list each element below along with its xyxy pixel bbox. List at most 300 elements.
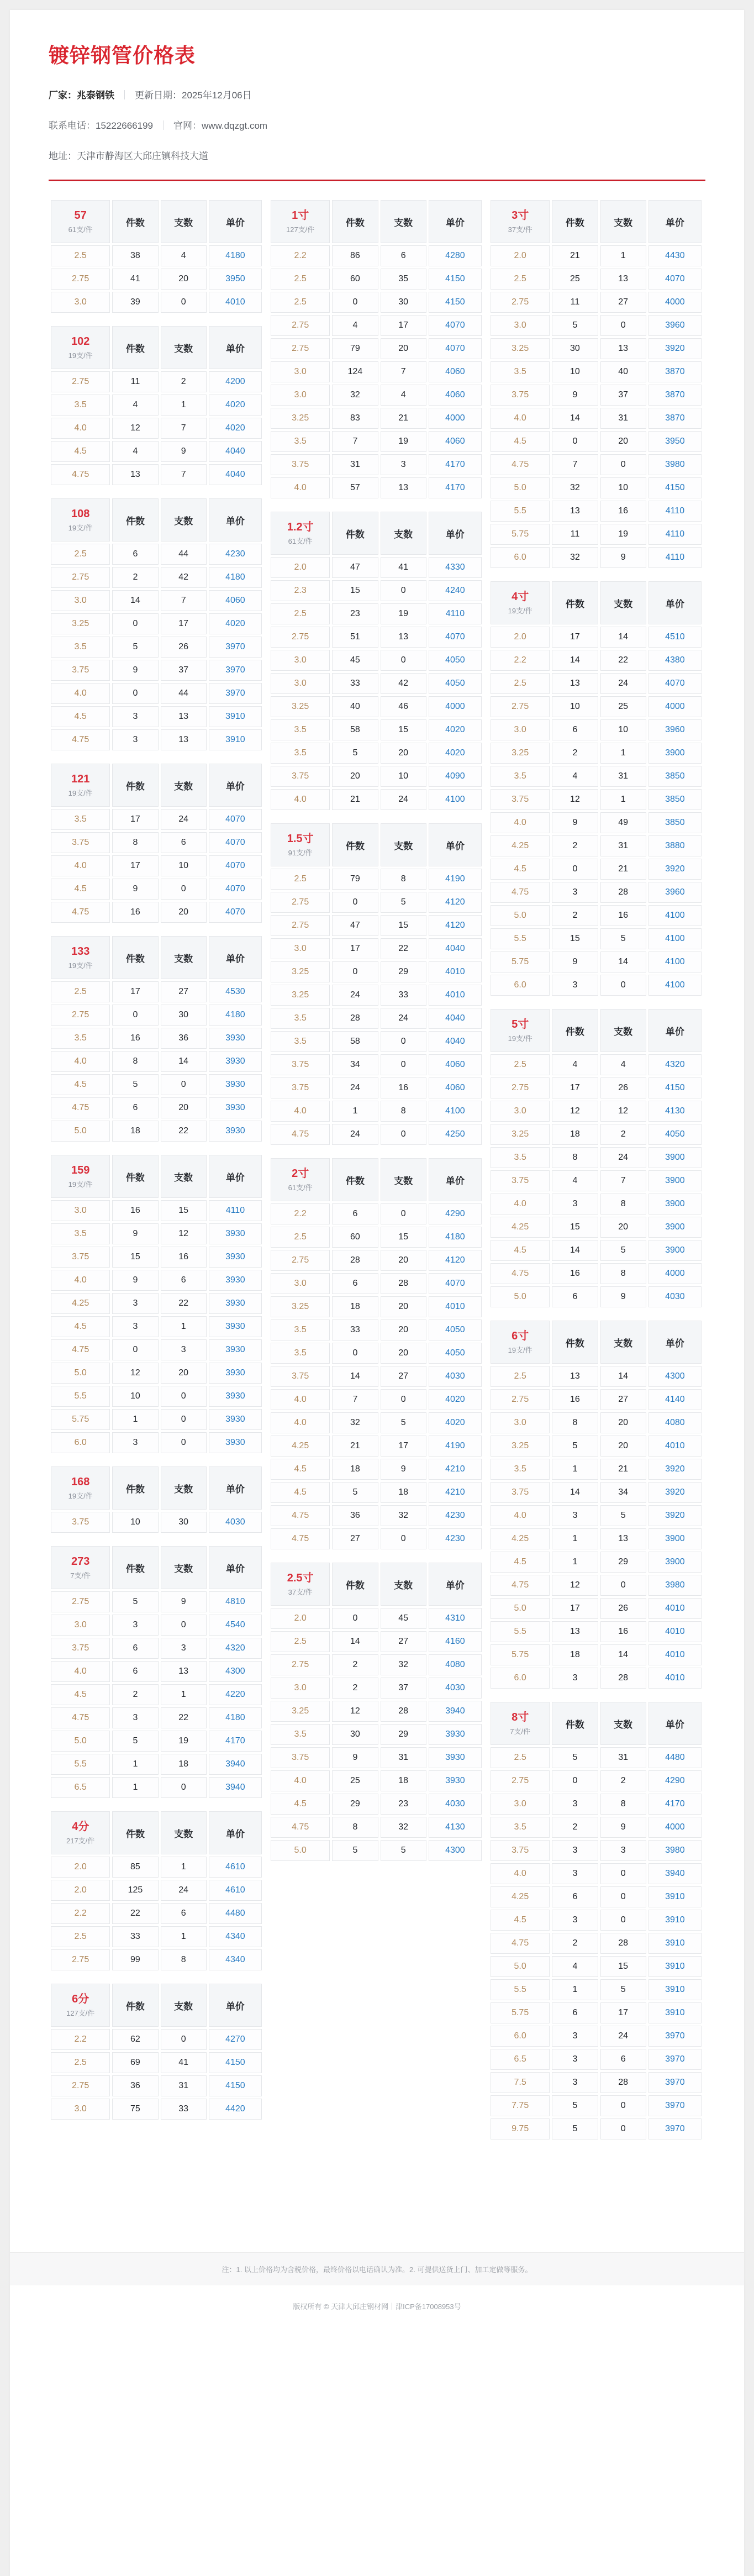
zhishu-cell: 19 bbox=[381, 431, 426, 452]
price-cell: 3930 bbox=[209, 1051, 262, 1072]
table-row bbox=[51, 418, 262, 439]
spec-cell: 2.5 bbox=[271, 292, 330, 313]
zhishu-cell: 29 bbox=[600, 1552, 646, 1573]
jianshu-cell: 0 bbox=[112, 613, 158, 634]
meta-line-vendor bbox=[49, 87, 705, 101]
table-row bbox=[491, 245, 702, 266]
spec-cell: 3.75 bbox=[491, 385, 550, 406]
jianshu-cell: 3 bbox=[112, 1293, 158, 1314]
zhishu-cell: 3 bbox=[161, 1339, 207, 1360]
zhishu-cell: 0 bbox=[161, 879, 207, 900]
jianshu-cell: 12 bbox=[552, 1575, 598, 1596]
table-row bbox=[491, 1366, 702, 1387]
zhishu-cell: 8 bbox=[381, 869, 426, 890]
spec-cell: 2.5 bbox=[491, 1366, 550, 1387]
jianshu-cell: 5 bbox=[332, 743, 378, 764]
price-cell: 4040 bbox=[429, 938, 482, 959]
col-header-zhishu: 支数 bbox=[381, 512, 426, 555]
spec-cell: 4.0 bbox=[51, 1270, 110, 1291]
zhishu-cell: 12 bbox=[161, 1223, 207, 1244]
spec-cell: 4.75 bbox=[51, 1097, 110, 1118]
table-row bbox=[491, 269, 702, 290]
jianshu-cell: 10 bbox=[552, 361, 598, 382]
spec-name: 133 bbox=[71, 945, 90, 958]
spec-name: 1寸 bbox=[292, 209, 309, 222]
jianshu-cell: 14 bbox=[552, 650, 598, 671]
zhishu-cell: 4 bbox=[381, 385, 426, 406]
jianshu-cell: 28 bbox=[332, 1008, 378, 1029]
table-row bbox=[51, 613, 262, 634]
zhishu-cell: 0 bbox=[381, 1054, 426, 1075]
spec-cell: 3.0 bbox=[271, 385, 330, 406]
price-table bbox=[488, 1007, 704, 1310]
jianshu-cell: 9 bbox=[552, 951, 598, 972]
table-row bbox=[271, 961, 482, 982]
table-header-row bbox=[51, 1984, 262, 2027]
zhishu-cell: 3 bbox=[161, 1638, 207, 1659]
table-row bbox=[51, 879, 262, 900]
spec-name: 273 bbox=[71, 1555, 90, 1568]
spec-per-bundle: 37支/件 bbox=[288, 1588, 313, 1596]
table-row bbox=[491, 859, 702, 880]
price-cell: 4610 bbox=[209, 1880, 262, 1901]
jianshu-cell: 0 bbox=[112, 1339, 158, 1360]
jianshu-cell: 6 bbox=[112, 1097, 158, 1118]
spec-cell: 4.0 bbox=[51, 1051, 110, 1072]
col-header-zhishu: 支数 bbox=[600, 1009, 646, 1052]
price-cell: 4210 bbox=[429, 1459, 482, 1480]
spec-cell: 3.0 bbox=[51, 292, 110, 313]
spec-cell: 3.5 bbox=[271, 1319, 330, 1340]
table-row bbox=[491, 524, 702, 545]
price-cell: 4070 bbox=[648, 269, 702, 290]
jianshu-cell: 4 bbox=[552, 1054, 598, 1075]
spec-cell: 6.0 bbox=[491, 1668, 550, 1689]
zhishu-cell: 14 bbox=[600, 951, 646, 972]
price-cell: 4030 bbox=[429, 1678, 482, 1699]
zhishu-cell: 0 bbox=[161, 2029, 207, 2050]
spec-cell: 5.0 bbox=[491, 1286, 550, 1307]
zhishu-cell: 26 bbox=[161, 637, 207, 658]
table-row bbox=[51, 245, 262, 266]
spec-cell: 3.75 bbox=[271, 1747, 330, 1768]
price-cell: 4010 bbox=[429, 961, 482, 982]
spec-per-bundle: 19支/件 bbox=[68, 524, 93, 532]
jianshu-cell: 12 bbox=[332, 1701, 378, 1722]
spec-cell: 3.5 bbox=[491, 361, 550, 382]
table-row bbox=[271, 1343, 482, 1364]
price-cell: 4010 bbox=[648, 1436, 702, 1457]
table-row bbox=[271, 1678, 482, 1699]
spec-cell: 3.0 bbox=[491, 315, 550, 336]
jianshu-cell: 5 bbox=[112, 1731, 158, 1752]
jianshu-cell: 7 bbox=[332, 431, 378, 452]
jianshu-cell: 9 bbox=[112, 1270, 158, 1291]
spec-cell: 2.5 bbox=[271, 269, 330, 290]
table-row bbox=[271, 743, 482, 764]
col-header-jianshu: 件数 bbox=[332, 200, 378, 243]
zhishu-cell: 0 bbox=[381, 1031, 426, 1052]
jianshu-cell: 45 bbox=[332, 650, 378, 671]
price-cell: 3970 bbox=[648, 2049, 702, 2070]
spec-cell: 2.75 bbox=[51, 1005, 110, 1026]
table-row bbox=[51, 809, 262, 830]
zhishu-cell: 14 bbox=[600, 1644, 646, 1665]
zhishu-cell: 0 bbox=[600, 2118, 646, 2139]
zhishu-cell: 0 bbox=[600, 1886, 646, 1907]
price-cell: 4100 bbox=[648, 928, 702, 949]
table-header-row bbox=[271, 1158, 482, 1201]
col-header-jianshu: 件数 bbox=[112, 936, 158, 979]
spec-per-bundle: 7支/件 bbox=[510, 1727, 531, 1736]
table-row bbox=[51, 1074, 262, 1095]
table-row bbox=[271, 1227, 482, 1248]
table-row bbox=[51, 292, 262, 313]
table-row bbox=[491, 1286, 702, 1307]
price-cell: 4480 bbox=[648, 1747, 702, 1768]
spec-cell: 2.5 bbox=[51, 544, 110, 565]
spec-cell: 4.0 bbox=[491, 812, 550, 833]
zhishu-cell: 13 bbox=[600, 338, 646, 359]
price-cell: 4170 bbox=[429, 477, 482, 498]
spec-cell: 4.25 bbox=[491, 1886, 550, 1907]
zhishu-cell: 20 bbox=[381, 1343, 426, 1364]
spec-cell: 3.25 bbox=[491, 1436, 550, 1457]
table-row bbox=[491, 1505, 702, 1526]
price-cell: 3930 bbox=[209, 1121, 262, 1142]
zhishu-cell: 24 bbox=[600, 1147, 646, 1168]
col-header-danjia: 单价 bbox=[648, 1702, 702, 1745]
price-cell: 4030 bbox=[429, 1366, 482, 1387]
price-cell: 3920 bbox=[648, 1505, 702, 1526]
footnote: 注：1. 以上价格均为含税价格，最终价格以电话确认为准。2. 可提供送货上门、加工定做等服务。 bbox=[10, 2252, 744, 2285]
spec-cell: 5.75 bbox=[491, 2002, 550, 2023]
zhishu-cell: 27 bbox=[600, 1389, 646, 1410]
price-cell: 4330 bbox=[429, 557, 482, 578]
spec-cell: 3.75 bbox=[271, 1077, 330, 1098]
table-row bbox=[491, 477, 702, 498]
spec-per-bundle: 19支/件 bbox=[508, 1034, 532, 1043]
table-header-row bbox=[51, 200, 262, 243]
spec-header-cell bbox=[51, 200, 110, 243]
zhishu-cell: 7 bbox=[600, 1170, 646, 1191]
spec-cell: 2.5 bbox=[271, 603, 330, 624]
table-row bbox=[51, 2029, 262, 2050]
price-cell: 3980 bbox=[648, 454, 702, 475]
zhishu-cell: 1 bbox=[161, 1926, 207, 1947]
spec-cell: 2.75 bbox=[51, 1591, 110, 1612]
col-header-zhishu: 支数 bbox=[381, 1158, 426, 1201]
zhishu-cell: 0 bbox=[161, 1615, 207, 1636]
spec-cell: 4.25 bbox=[51, 1293, 110, 1314]
price-cell: 3940 bbox=[429, 1701, 482, 1722]
spec-cell: 4.0 bbox=[271, 1770, 330, 1791]
price-cell: 3930 bbox=[209, 1432, 262, 1453]
table-row bbox=[51, 1731, 262, 1752]
price-cell: 3930 bbox=[429, 1747, 482, 1768]
zhishu-cell: 31 bbox=[381, 1747, 426, 1768]
zhishu-cell: 30 bbox=[161, 1005, 207, 1026]
table-row bbox=[271, 1770, 482, 1791]
price-cell: 4060 bbox=[429, 385, 482, 406]
col-header-danjia: 单价 bbox=[209, 200, 262, 243]
table-row bbox=[51, 1707, 262, 1728]
spec-name: 57 bbox=[74, 209, 87, 222]
table-row bbox=[491, 1194, 702, 1215]
jianshu-cell: 1 bbox=[112, 1754, 158, 1775]
price-table bbox=[49, 1544, 264, 1800]
zhishu-cell: 24 bbox=[381, 789, 426, 810]
spec-cell: 3.25 bbox=[271, 408, 330, 429]
table-row bbox=[271, 1654, 482, 1675]
price-cell: 4420 bbox=[209, 2099, 262, 2120]
spec-cell: 2.5 bbox=[51, 981, 110, 1002]
zhishu-cell: 20 bbox=[381, 338, 426, 359]
price-cell: 3960 bbox=[648, 719, 702, 740]
price-cell: 4010 bbox=[648, 1598, 702, 1619]
spec-cell: 2.75 bbox=[271, 1250, 330, 1271]
zhishu-cell: 27 bbox=[381, 1366, 426, 1387]
jianshu-cell: 3 bbox=[552, 1910, 598, 1931]
jianshu-cell: 9 bbox=[332, 1747, 378, 1768]
price-cell: 4380 bbox=[648, 650, 702, 671]
jianshu-cell: 16 bbox=[552, 1389, 598, 1410]
table-row bbox=[491, 1217, 702, 1238]
zhishu-cell: 6 bbox=[161, 1903, 207, 1924]
spec-cell: 3.5 bbox=[271, 1031, 330, 1052]
zhishu-cell: 15 bbox=[381, 719, 426, 740]
spec-cell: 5.5 bbox=[491, 928, 550, 949]
spec-cell: 2.0 bbox=[271, 557, 330, 578]
table-row bbox=[51, 464, 262, 485]
price-cell: 3970 bbox=[209, 637, 262, 658]
price-cell: 4000 bbox=[429, 408, 482, 429]
table-row bbox=[491, 1910, 702, 1931]
table-row bbox=[271, 1031, 482, 1052]
zhishu-cell: 20 bbox=[600, 431, 646, 452]
spec-name: 102 bbox=[71, 335, 90, 348]
price-cell: 3850 bbox=[648, 766, 702, 787]
price-cell: 4180 bbox=[209, 1005, 262, 1026]
price-cell: 4060 bbox=[429, 431, 482, 452]
table-row bbox=[491, 1621, 702, 1642]
content bbox=[10, 10, 744, 2142]
table-row bbox=[271, 1319, 482, 1340]
jianshu-cell: 27 bbox=[332, 1528, 378, 1549]
zhishu-cell: 13 bbox=[381, 477, 426, 498]
table-row bbox=[51, 441, 262, 462]
jianshu-cell: 29 bbox=[332, 1794, 378, 1815]
jianshu-cell: 10 bbox=[112, 1386, 158, 1407]
price-cell: 4320 bbox=[209, 1638, 262, 1659]
spec-header-cell bbox=[491, 1009, 550, 1052]
jianshu-cell: 14 bbox=[552, 1482, 598, 1503]
zhishu-cell: 22 bbox=[161, 1707, 207, 1728]
zhishu-cell: 13 bbox=[161, 1661, 207, 1682]
price-cell: 4320 bbox=[648, 1054, 702, 1075]
spec-cell: 3.5 bbox=[491, 1459, 550, 1480]
zhishu-cell: 20 bbox=[381, 743, 426, 764]
zhishu-cell: 2 bbox=[600, 1770, 646, 1791]
jianshu-cell: 16 bbox=[112, 902, 158, 923]
jianshu-cell: 38 bbox=[112, 245, 158, 266]
spec-cell: 3.5 bbox=[51, 395, 110, 416]
zhishu-cell: 29 bbox=[381, 961, 426, 982]
jianshu-cell: 8 bbox=[552, 1412, 598, 1433]
jianshu-cell: 32 bbox=[552, 477, 598, 498]
jianshu-cell: 32 bbox=[332, 1412, 378, 1433]
price-cell: 4340 bbox=[209, 1949, 262, 1970]
zhishu-cell: 13 bbox=[600, 1528, 646, 1549]
price-cell: 3960 bbox=[648, 882, 702, 903]
jianshu-cell: 3 bbox=[552, 975, 598, 996]
spec-header-cell bbox=[491, 200, 550, 243]
zhishu-cell: 13 bbox=[161, 706, 207, 727]
zhishu-cell: 8 bbox=[600, 1263, 646, 1284]
jianshu-cell: 4 bbox=[332, 315, 378, 336]
col-header-jianshu: 件数 bbox=[112, 200, 158, 243]
table-row bbox=[271, 1250, 482, 1271]
col-header-jianshu: 件数 bbox=[112, 1546, 158, 1589]
table-header-row bbox=[51, 764, 262, 807]
table-row bbox=[51, 683, 262, 704]
table-row bbox=[51, 1926, 262, 1947]
zhishu-cell: 15 bbox=[381, 915, 426, 936]
table-row bbox=[51, 1615, 262, 1636]
jianshu-cell: 2 bbox=[552, 743, 598, 764]
price-cell: 4070 bbox=[209, 832, 262, 853]
zhishu-cell: 7 bbox=[161, 590, 207, 611]
jianshu-cell: 17 bbox=[332, 938, 378, 959]
price-cell: 4200 bbox=[209, 371, 262, 392]
spec-cell: 4.0 bbox=[491, 1863, 550, 1884]
zhishu-cell: 31 bbox=[600, 766, 646, 787]
zhishu-cell: 21 bbox=[381, 408, 426, 429]
price-sheet-card bbox=[10, 10, 744, 2576]
price-cell: 3930 bbox=[209, 1097, 262, 1118]
price-cell: 4180 bbox=[209, 1707, 262, 1728]
table-row bbox=[491, 673, 702, 694]
zhishu-cell: 16 bbox=[600, 501, 646, 522]
price-cell: 4060 bbox=[429, 1077, 482, 1098]
zhishu-cell: 49 bbox=[600, 812, 646, 833]
zhishu-cell: 10 bbox=[381, 766, 426, 787]
spec-header-cell bbox=[51, 936, 110, 979]
price-cell: 4180 bbox=[429, 1227, 482, 1248]
jianshu-cell: 0 bbox=[552, 431, 598, 452]
table-row bbox=[491, 2072, 702, 2093]
spec-cell: 4.5 bbox=[51, 1684, 110, 1705]
col-header-danjia: 单价 bbox=[209, 764, 262, 807]
price-cell: 4020 bbox=[209, 395, 262, 416]
zhishu-cell: 12 bbox=[600, 1101, 646, 1122]
spec-cell: 4.5 bbox=[491, 859, 550, 880]
spec-cell: 3.75 bbox=[51, 1247, 110, 1268]
zhishu-cell: 14 bbox=[600, 1366, 646, 1387]
col-header-jianshu: 件数 bbox=[112, 764, 158, 807]
jianshu-cell: 3 bbox=[552, 1863, 598, 1884]
table-row bbox=[271, 580, 482, 601]
zhishu-cell: 28 bbox=[600, 2072, 646, 2093]
spec-header-cell bbox=[271, 1158, 330, 1201]
spec-cell: 4.75 bbox=[491, 1933, 550, 1954]
spec-cell: 2.0 bbox=[51, 1857, 110, 1878]
price-cell: 3940 bbox=[209, 1777, 262, 1798]
spec-cell: 2.2 bbox=[51, 2029, 110, 2050]
table-row bbox=[271, 1482, 482, 1503]
table-row bbox=[271, 292, 482, 313]
price-cell: 4070 bbox=[429, 1273, 482, 1294]
col-header-zhishu: 支数 bbox=[161, 200, 207, 243]
price-cell: 4150 bbox=[429, 292, 482, 313]
price-cell: 4110 bbox=[648, 501, 702, 522]
price-cell: 4060 bbox=[429, 361, 482, 382]
col-header-danjia: 单价 bbox=[648, 1009, 702, 1052]
spec-per-bundle: 91支/件 bbox=[288, 849, 313, 857]
jianshu-cell: 3 bbox=[552, 1794, 598, 1815]
table-row bbox=[491, 882, 702, 903]
spec-name: 4分 bbox=[72, 1821, 89, 1833]
zhishu-cell: 44 bbox=[161, 683, 207, 704]
table-header-row bbox=[271, 823, 482, 866]
jianshu-cell: 3 bbox=[552, 2026, 598, 2047]
spec-cell: 6.0 bbox=[491, 975, 550, 996]
price-cell: 4280 bbox=[429, 245, 482, 266]
col-header-zhishu: 支数 bbox=[600, 1321, 646, 1364]
zhishu-cell: 16 bbox=[600, 1621, 646, 1642]
jianshu-cell: 0 bbox=[332, 1343, 378, 1364]
spec-cell: 5.5 bbox=[491, 501, 550, 522]
spec-per-bundle: 19支/件 bbox=[68, 961, 93, 970]
spec-per-bundle: 61支/件 bbox=[288, 537, 313, 545]
zhishu-cell: 1 bbox=[161, 1857, 207, 1878]
table-row bbox=[491, 1263, 702, 1284]
jianshu-cell: 18 bbox=[332, 1459, 378, 1480]
jianshu-cell: 32 bbox=[552, 547, 598, 568]
spec-per-bundle: 19支/件 bbox=[508, 1346, 532, 1354]
jianshu-cell: 12 bbox=[552, 1101, 598, 1122]
price-cell: 3920 bbox=[648, 1482, 702, 1503]
zhishu-cell: 8 bbox=[381, 1101, 426, 1122]
table-row bbox=[51, 544, 262, 565]
spec-cell: 3.0 bbox=[51, 2099, 110, 2120]
jianshu-cell: 2 bbox=[112, 1684, 158, 1705]
price-table bbox=[268, 198, 484, 501]
zhishu-cell: 20 bbox=[381, 1319, 426, 1340]
table-row bbox=[491, 1147, 702, 1168]
vendor-label: 厂家： bbox=[49, 90, 77, 101]
zhishu-cell: 0 bbox=[161, 1777, 207, 1798]
table-row bbox=[491, 1575, 702, 1596]
spec-cell: 2.2 bbox=[271, 1203, 330, 1224]
spec-name: 5寸 bbox=[512, 1018, 529, 1031]
jianshu-cell: 62 bbox=[112, 2029, 158, 2050]
spec-cell: 5.5 bbox=[51, 1386, 110, 1407]
col-header-jianshu: 件数 bbox=[552, 581, 598, 624]
table-column bbox=[488, 198, 704, 2142]
price-table bbox=[488, 1700, 704, 2142]
jianshu-cell: 30 bbox=[552, 338, 598, 359]
price-table bbox=[49, 1809, 264, 1973]
jianshu-cell: 3 bbox=[112, 1707, 158, 1728]
col-header-danjia: 单价 bbox=[648, 1321, 702, 1364]
table-row bbox=[271, 603, 482, 624]
price-cell: 4100 bbox=[648, 951, 702, 972]
zhishu-cell: 36 bbox=[161, 1028, 207, 1049]
price-cell: 4540 bbox=[209, 1615, 262, 1636]
price-cell: 4040 bbox=[429, 1008, 482, 1029]
spec-cell: 4.5 bbox=[51, 1316, 110, 1337]
